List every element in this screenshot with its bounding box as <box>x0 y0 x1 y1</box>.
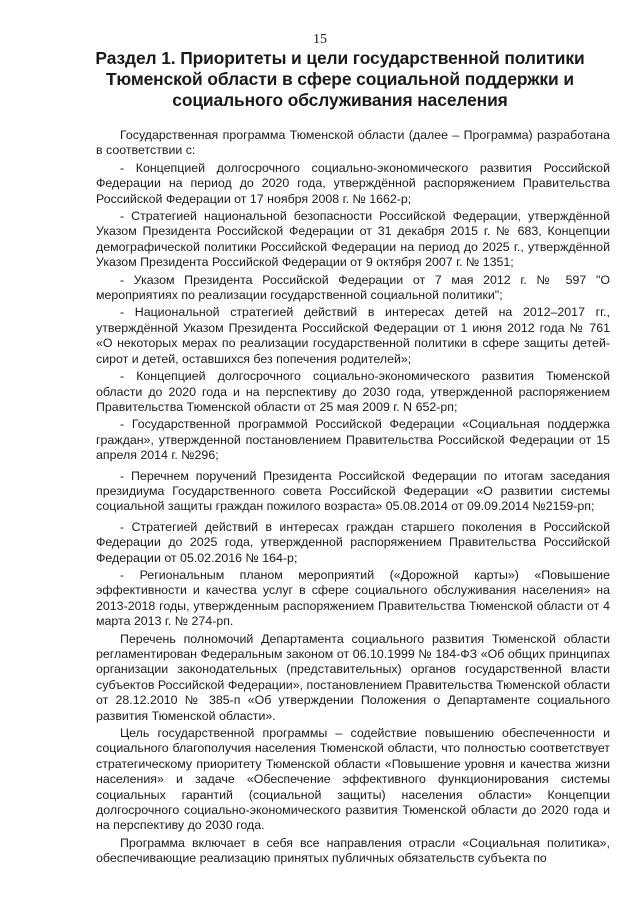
list-item: - Указом Президента Российской Федерации от 7 мая 2012 г. № 597 "О мероприятиях по реализации государственной социальной политики"; <box>96 272 610 303</box>
list-item: - Стратегией национальной безопасности Российской Федерации, утверждённой Указом Президента Российской Федерации от 31 декабря 2015 г. № 683, Концепции демографической политики Российской Федерации на период до 2025 г., утверждённой Указом Президента Российской Федерации от 9 октября 2007 г. № 1351; <box>96 209 610 270</box>
document-body <box>96 128 610 867</box>
paragraph-goal: Цель государственной программы – содействие повышению обеспеченности и социального благополучия населения Тюменской области, что полностью соответствует стратегическому приоритету Тюменской области «Повышение уровня и качества жизни населения» и задаче «Обеспечение эффективного функционирования системы социальных гарантий (социальной защиты) населения области» Концепции долгосрочного социально-экономического развития Тюменской области до 2020 года и на перспективу до 2030 года. <box>96 726 610 833</box>
heading-line-3: социального обслуживания населения <box>172 90 508 110</box>
paragraph-intro: Государственная программа Тюменской области (далее – Программа) разработана в соответствии с: <box>96 128 610 158</box>
list-item: - Концепцией долгосрочного социально-экономического развития Российской Федерации на период до 2020 года, утверждённой распоряжением Правительства Российской Федерации от 17 ноября 2008 г. № 1662-р; <box>96 160 610 206</box>
paragraph-powers: Перечень полномочий Департамента социального развития Тюменской области регламентирован Федеральным законом от 06.10.1999 № 184-ФЗ «Об общих принципах организации законодательных (представительных) органов государственной власти субъектов Российской Федерации», постановлением Правительства Тюменской области от 28.12.2010 № 385-п «Об утверждении Положения о Департаменте социального развития Тюменской области». <box>96 631 610 723</box>
list-item: - Государственной программой Российской Федерации «Социальная поддержка граждан», утвержденной постановлением Правительства Российской Федерации от 15 апреля 2014 г. №296; <box>96 417 610 463</box>
list-item: - Национальной стратегией действий в интересах детей на 2012–2017 гг., утверждённой Указом Президента Российской Федерации от 1 июня 2012 года № 761 «О некоторых мерах по реализации государственной политики в сфере защиты детей-сирот и детей, оставшихся без попечения родителей»; <box>96 305 610 366</box>
list-item: - Стратегией действий в интересах граждан старшего поколения в Российской Федерации до 2025 года, утвержденной распоряжением Правительства Российской Федерации от 05.02.2016 № 164-р; <box>96 519 610 565</box>
section-heading <box>80 48 600 111</box>
paragraph-program: Программа включает в себя все направления отрасли «Социальная политика», обеспечивающие реализацию принятых публичных обязательств субъекта по <box>96 835 610 866</box>
list-item: - Региональным планом мероприятий («Дорожной карты») «Повышение эффективности и качества услуг в сфере социального обслуживания населения» на 2013-2018 годы, утвержденным распоряжением Правительства Тюменской области от 4 марта 2013 г. № 274-рп. <box>96 567 610 629</box>
page-number: 15 <box>313 32 327 47</box>
list-item: - Концепцией долгосрочного социально-экономического развития Тюменской области до 2020 года и на перспективу до 2030 года, утвержденной распоряжением Правительства Тюменской области от 25 мая 2009 г. N 652-рп; <box>96 369 610 414</box>
heading-line-1: Раздел 1. Приоритеты и цели государственной политики <box>95 48 585 68</box>
list-item: - Перечнем поручений Президента Российской Федерации по итогам заседания президиума Государственного совета Российской Федерации «О развитии системы социальной защиты граждан пожилого возраста» 05.08.2014 от 09.09.2014 №2159-рп; <box>96 468 610 514</box>
heading-line-2: Тюменской области в сфере социальной поддержки и <box>106 69 574 89</box>
